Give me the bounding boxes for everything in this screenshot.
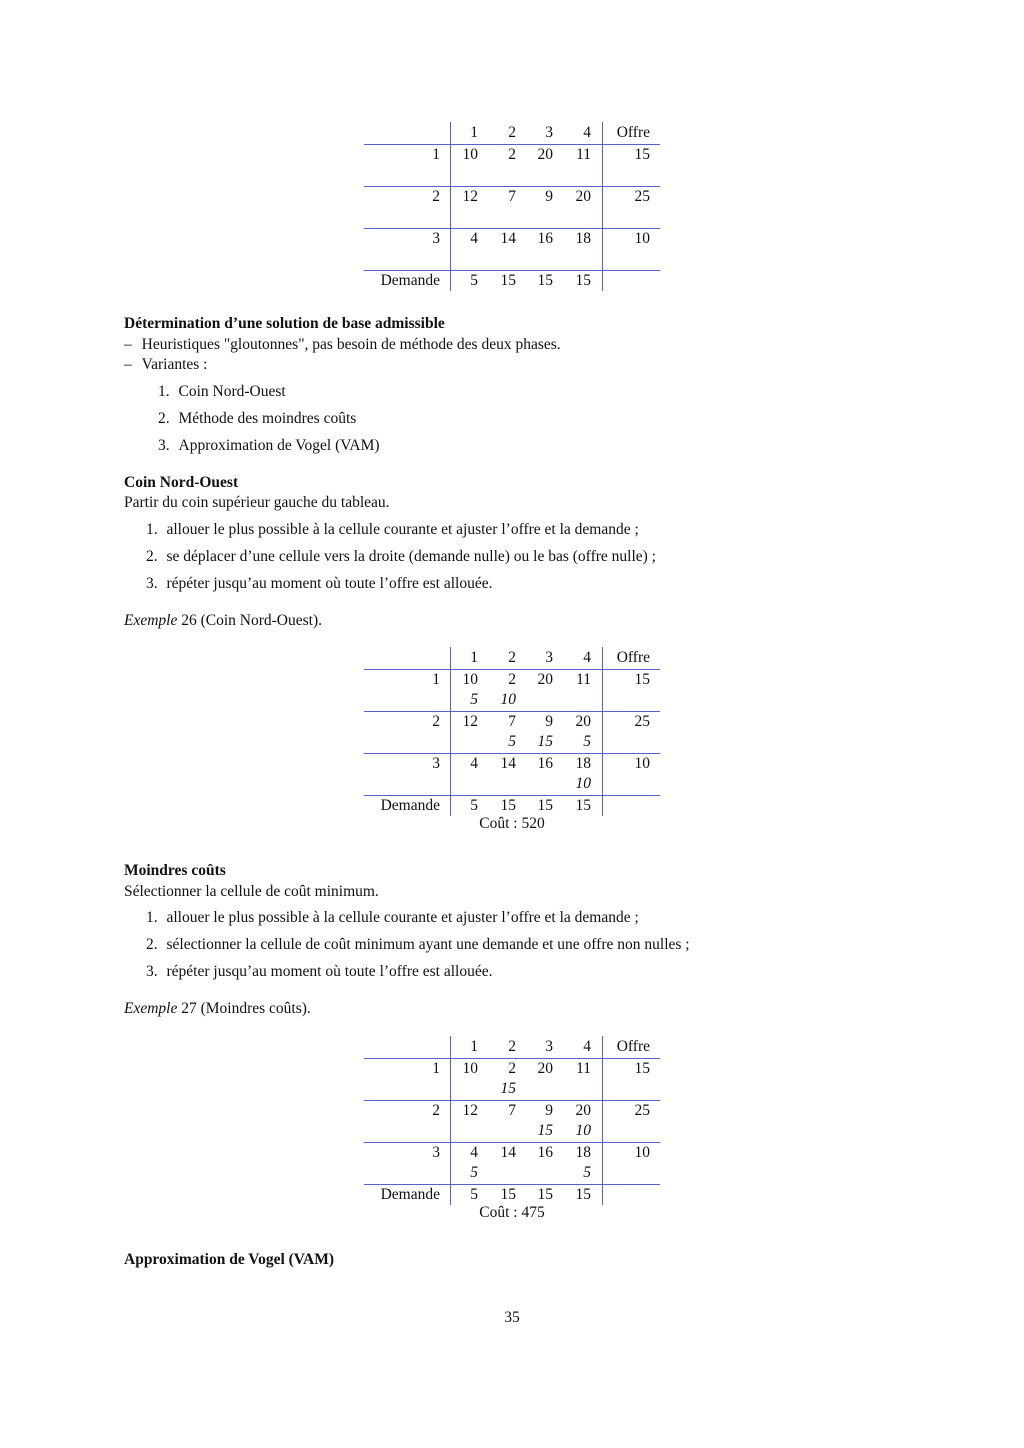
demande-cell: 15 (500, 272, 516, 289)
allocation-cell: 5 (470, 1164, 478, 1181)
column-header: 4 (583, 649, 591, 666)
demande-cell: 15 (537, 1186, 553, 1203)
table-row (364, 186, 660, 207)
demande-cell: 15 (500, 797, 516, 814)
section-heading: Approximation de Vogel (VAM) (124, 1251, 334, 1268)
offre-cell: 10 (634, 755, 650, 772)
column-header: 2 (508, 649, 516, 666)
table-row (364, 711, 660, 732)
page-number: 35 (504, 1309, 520, 1326)
example-text: 26 (Coin Nord-Ouest). (177, 612, 323, 629)
column-header: 4 (583, 124, 591, 141)
allocation-row (364, 1162, 660, 1183)
cost-cell: 7 (508, 713, 516, 730)
cost-cell: 4 (470, 755, 478, 772)
allocation-cell: 15 (500, 1080, 516, 1097)
list-text: Coin Nord-Ouest (178, 383, 286, 400)
demande-cell: 15 (575, 797, 591, 814)
cost-cell: 20 (575, 713, 591, 730)
allocation-cell: 5 (508, 733, 516, 750)
cost-cell: 20 (575, 188, 591, 205)
demande-cell: 15 (537, 797, 553, 814)
allocation-row (364, 731, 660, 752)
list-item (146, 909, 639, 927)
list-item (146, 963, 492, 981)
column-header: 3 (545, 124, 553, 141)
example-word: Exemple (124, 612, 178, 629)
list-number: 2. (158, 410, 170, 427)
allocation-row (364, 689, 660, 710)
demande-cell: 5 (470, 1186, 478, 1203)
table-header-row (364, 647, 660, 668)
cost-cell: 20 (537, 1060, 553, 1077)
cost-cell: 12 (462, 188, 478, 205)
allocation-cell: 15 (537, 733, 553, 750)
offre-cell: 25 (634, 1102, 650, 1119)
cost-cell: 2 (508, 1060, 516, 1077)
list-number: 1. (146, 909, 158, 926)
list-text: répéter jusqu’au moment où toute l’offre est allouée. (166, 963, 493, 980)
list-number: 1. (158, 383, 170, 400)
allocation-row (364, 1120, 660, 1141)
demande-cell: 5 (470, 797, 478, 814)
column-header-offre: Offre (616, 124, 650, 141)
cost-cell: 2 (508, 146, 516, 163)
cost-cell: 10 (462, 146, 478, 163)
row-label: 1 (432, 146, 440, 163)
table-row (364, 1058, 660, 1079)
cost-cell: 11 (576, 1060, 591, 1077)
section-heading: Moindres coûts (124, 862, 226, 879)
list-item (158, 383, 286, 401)
transport-table-least-cost (364, 1036, 660, 1221)
list-text: allouer le plus possible à la cellule courante et ajuster l’offre et la demande ; (166, 521, 639, 538)
cost-cell: 16 (537, 230, 553, 247)
cost-cell: 16 (537, 1144, 553, 1161)
list-item (146, 575, 492, 593)
list-item (146, 548, 656, 566)
cost-cell: 10 (462, 1060, 478, 1077)
cost-cell: 20 (537, 146, 553, 163)
column-header: 1 (470, 1038, 478, 1055)
table-row (364, 228, 660, 249)
list-number: 3. (146, 963, 158, 980)
list-number: 2. (146, 936, 158, 953)
allocation-row (364, 773, 660, 794)
bullet-item (124, 356, 207, 374)
offre-cell: 15 (634, 671, 650, 688)
row-label-demande: Demande (380, 1186, 440, 1203)
list-number: 2. (146, 548, 158, 565)
bullet-marker: – (124, 336, 132, 353)
bullet-text: Heuristiques "gloutonnes", pas besoin de méthode des deux phases. (141, 336, 561, 353)
demande-cell: 5 (470, 272, 478, 289)
allocation-cell: 10 (575, 1122, 591, 1139)
paragraph: Sélectionner la cellule de coût minimum. (124, 883, 379, 900)
cost-cell: 14 (500, 230, 516, 247)
list-text: se déplacer d’une cellule vers la droite (demande nulle) ou le bas (offre nulle) ; (166, 548, 656, 565)
cost-cell: 20 (537, 671, 553, 688)
demande-cell: 15 (575, 272, 591, 289)
cost-cell: 12 (462, 1102, 478, 1119)
section-heading: Coin Nord-Ouest (124, 474, 239, 491)
cost-cell: 9 (545, 713, 553, 730)
cost-cell: 9 (545, 188, 553, 205)
cost-cell: 20 (575, 1102, 591, 1119)
column-header: 1 (470, 649, 478, 666)
transport-table-initial (364, 122, 660, 289)
total-cost: Coût : 520 (479, 815, 545, 832)
column-header: 3 (545, 1038, 553, 1055)
list-text: sélectionner la cellule de coût minimum ayant une demande et une offre non nulles ; (166, 936, 690, 953)
cost-cell: 10 (462, 671, 478, 688)
column-header: 1 (470, 124, 478, 141)
row-label: 3 (432, 1144, 440, 1161)
table-row (364, 144, 660, 165)
allocation-cell: 15 (537, 1122, 553, 1139)
example-word: Exemple (124, 1000, 178, 1017)
cost-cell: 16 (537, 755, 553, 772)
table-row (364, 753, 660, 774)
cost-cell: 18 (575, 755, 591, 772)
cost-cell: 11 (576, 146, 591, 163)
list-number: 3. (146, 575, 158, 592)
total-cost: Coût : 475 (479, 1204, 545, 1221)
demande-row (364, 1184, 660, 1205)
cost-cell: 7 (508, 188, 516, 205)
bullet-item (124, 336, 561, 354)
list-text: répéter jusqu’au moment où toute l’offre est allouée. (166, 575, 493, 592)
row-label: 2 (432, 1102, 440, 1119)
allocation-row (364, 1078, 660, 1099)
list-text: allouer le plus possible à la cellule courante et ajuster l’offre et la demande ; (166, 909, 639, 926)
cost-cell: 11 (576, 671, 591, 688)
bullet-text: Variantes : (141, 356, 208, 373)
offre-cell: 10 (634, 230, 650, 247)
offre-cell: 15 (634, 1060, 650, 1077)
row-label: 2 (432, 713, 440, 730)
row-label: 2 (432, 188, 440, 205)
column-header-offre: Offre (616, 649, 650, 666)
cost-cell: 18 (575, 1144, 591, 1161)
table-row (364, 1100, 660, 1121)
paragraph: Partir du coin supérieur gauche du tableau. (124, 494, 390, 511)
demande-cell: 15 (575, 1186, 591, 1203)
list-item (158, 437, 380, 455)
row-label-demande: Demande (380, 797, 440, 814)
row-label: 1 (432, 1060, 440, 1077)
row-label: 1 (432, 671, 440, 688)
list-item (158, 410, 356, 428)
cost-cell: 14 (500, 755, 516, 772)
column-header: 2 (508, 1038, 516, 1055)
table-row (364, 669, 660, 690)
offre-cell: 15 (634, 146, 650, 163)
table-header-row (364, 122, 660, 143)
cost-cell: 4 (470, 230, 478, 247)
section-heading: Détermination d’une solution de base admissible (124, 315, 445, 332)
table-header-row (364, 1036, 660, 1057)
demande-cell: 15 (500, 1186, 516, 1203)
offre-cell: 25 (634, 188, 650, 205)
demande-row (364, 270, 660, 291)
allocation-cell: 5 (583, 733, 591, 750)
example-text: 27 (Moindres coûts). (177, 1000, 311, 1017)
offre-cell: 10 (634, 1144, 650, 1161)
column-header-offre: Offre (616, 1038, 650, 1055)
column-header: 3 (545, 649, 553, 666)
example-caption (124, 1000, 311, 1018)
table-row (364, 1142, 660, 1163)
demande-cell: 15 (537, 272, 553, 289)
cost-cell: 9 (545, 1102, 553, 1119)
allocation-cell: 5 (583, 1164, 591, 1181)
transport-table-northwest (364, 647, 660, 832)
list-number: 3. (158, 437, 170, 454)
allocation-cell: 10 (500, 691, 516, 708)
cost-cell: 7 (508, 1102, 516, 1119)
list-text: Méthode des moindres coûts (178, 410, 357, 427)
cost-cell: 14 (500, 1144, 516, 1161)
row-label-demande: Demande (380, 272, 440, 289)
demande-row (364, 795, 660, 816)
allocation-cell: 5 (470, 691, 478, 708)
allocation-cell: 10 (575, 775, 591, 792)
offre-cell: 25 (634, 713, 650, 730)
cost-cell: 2 (508, 671, 516, 688)
list-text: Approximation de Vogel (VAM) (178, 437, 380, 454)
column-header: 2 (508, 124, 516, 141)
list-item (146, 936, 690, 954)
row-label: 3 (432, 755, 440, 772)
cost-cell: 18 (575, 230, 591, 247)
cost-cell: 4 (470, 1144, 478, 1161)
example-caption (124, 612, 322, 630)
list-item (146, 521, 639, 539)
column-header: 4 (583, 1038, 591, 1055)
bullet-marker: – (124, 356, 132, 373)
row-label: 3 (432, 230, 440, 247)
cost-cell: 12 (462, 713, 478, 730)
list-number: 1. (146, 521, 158, 538)
